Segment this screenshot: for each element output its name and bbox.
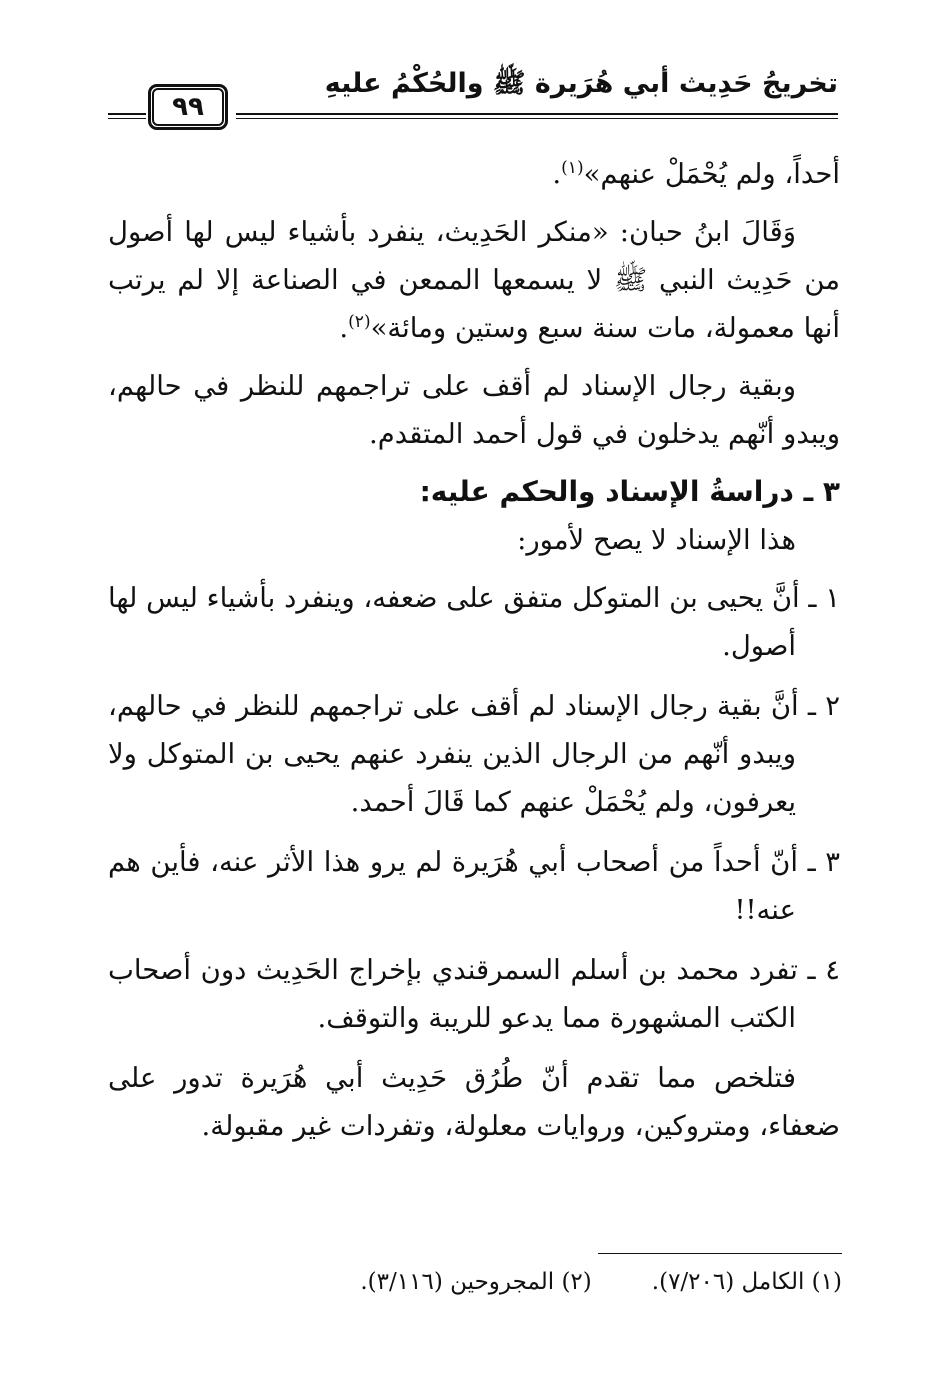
page-body	[108, 150, 840, 1160]
paragraph-3: وبقية رجال الإسناد لم أقف على تراجمهم للنظر في حالهم، ويبدو أنّهم يدخلون في قول أحمد المتقدم.	[108, 370, 840, 450]
paragraph-2-text: وَقَالَ ابنُ حبان: «منكر الحَدِيث، ينفرد بأشياء ليس لها أصول من حَدِيث النبي ﷺ لا يسمعها الممعن في الصناعة إلا لم يرتب أنها معمولة، مات سنة سبع وستين ومائة»	[108, 216, 840, 344]
footnote-separator	[598, 1253, 842, 1254]
page-number: ٩٩	[152, 88, 224, 126]
paragraph-1-end: .	[552, 158, 562, 190]
footnote-ref-1[interactable]: (١)	[561, 157, 584, 178]
footnote-ref-2[interactable]: (٢)	[348, 311, 371, 332]
list-item: ٤ ـ تفرد محمد بن أسلم السمرقندي بإخراج الحَدِيث دون أصحاب الكتب المشهورة مما يدعو للريبة والتوقف.	[108, 954, 840, 1034]
footnotes	[202, 1262, 842, 1302]
header-rule-left	[108, 113, 146, 119]
paragraph-1	[108, 150, 840, 198]
section-heading: ٣ ـ دراسةُ الإسناد والحكم عليه:	[419, 475, 840, 508]
intro-line: هذا الإسناد لا يصح لأمور:	[517, 524, 796, 556]
paragraph-2	[108, 208, 840, 352]
paragraph-2-end: .	[339, 312, 349, 344]
footnote-2: (٢) المجروحين (٣/١١٦).	[360, 1269, 592, 1295]
header-rule	[236, 113, 838, 119]
list-item: ٢ ـ أنَّ بقية رجال الإسناد لم أقف على تراجمهم للنظر في حالهم، ويبدو أنّهم من الرجال الذين ينفرد عنهم يحيى بن المتوكل ولا يعرفون، ولم يُحْمَلْ عنهم كما قَالَ أحمد.	[108, 690, 840, 818]
list-item: ١ ـ أنَّ يحيى بن المتوكل متفق على ضعفه، وينفرد بأشياء ليس لها أصول.	[108, 582, 840, 662]
page-number-badge	[148, 84, 228, 130]
paragraph-1-text: أحداً، ولم يُحْمَلْ عنهم»	[583, 158, 840, 190]
conclusion-paragraph: فتلخص مما تقدم أنّ طُرُق حَدِيث أبي هُرَيرة تدور على ضعفاء، ومتروكين، وروايات معلولة، وتفردات غير مقبولة.	[108, 1062, 840, 1142]
footnote-1: (١) الكامل (٧/٢٠٦).	[651, 1269, 842, 1295]
list-item: ٣ ـ أنّ أحداً من أصحاب أبي هُرَيرة لم يرو هذا الأثر عنه، فأين هم عنه!!	[108, 846, 840, 926]
running-head-title: تخريجُ حَدِيث أبي هُرَيرة ﷺ والحُكْمُ عليهِ	[324, 68, 838, 99]
